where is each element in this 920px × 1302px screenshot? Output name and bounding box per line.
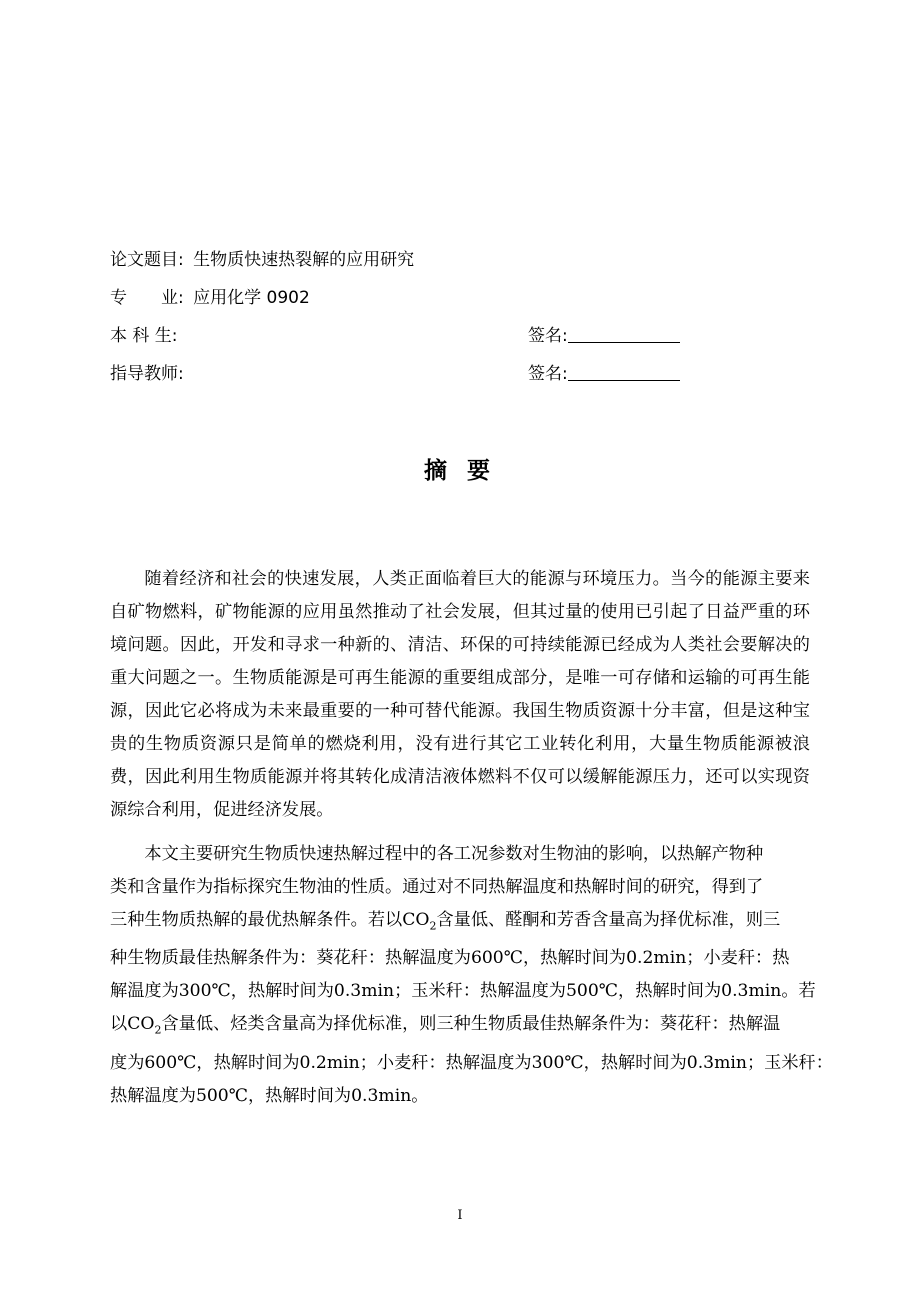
paragraph-2-line: 度为600℃，热解时间为0.2min；小麦秆：热解温度为300℃，热解时间为0.3min；玉米秆： [110, 1052, 833, 1073]
thesis-title-value: 生物质快速热裂解的应用研究 [193, 250, 415, 270]
advisor-signature [528, 358, 680, 390]
advisor-row [110, 358, 810, 396]
paragraph-2-line: 解温度为300℃，热解时间为0.3min；玉米秆：热解温度为500℃，热解时间为0.3min。若 [110, 981, 816, 1002]
thesis-title-row [110, 244, 810, 282]
paragraph-2-text: 含量低、醛酮和芳香含量高为择优标准，则三 [436, 910, 781, 930]
abstract-paragraph-1: 随着经济和社会的快速发展，人类正面临着巨大的能源与环境压力。当今的能源主要来自矿物燃料，矿物能源的应用虽然推动了社会发展，但其过量的使用已引起了日益严重的环境问题。因此，开发和寻求一种新的、清洁、环保的可持续能源已经成为人类社会要解决的重大问题之一。生物质能源是可再生能源的重要组成部分，是唯一可存储和运输的可再生能源，因此它必将成为未来最重要的一种可替代能源。我国生物质资源十分丰富，但是这种宝贵的生物质资源只是简单的燃烧利用，没有进行其它工业转化利用，大量生物质能源被浪费，因此利用生物质能源并将其转化成清洁液体燃料不仅可以缓解能源压力，还可以实现资源综合利用，促进经济发展。 [110, 569, 810, 820]
student-row [110, 320, 810, 358]
student-sign-line [568, 320, 680, 343]
abstract-body [110, 563, 833, 1113]
advisor-label: 指导教师: [110, 364, 184, 384]
student-sign-label: 签名: [528, 326, 568, 346]
advisor-sign-line [568, 358, 680, 381]
paragraph-2-line [110, 904, 810, 942]
thesis-title-label: 论文题目: [110, 250, 184, 270]
co2-text: 以CO [110, 1014, 155, 1035]
co2-subscript: 2 [154, 1023, 162, 1037]
paragraph-2-line: 热解温度为500℃，热解时间为0.3min。 [110, 1085, 429, 1106]
major-value: 应用化学 0902 [193, 288, 310, 308]
paragraph-2-line: 种生物质最佳热解条件为：葵花秆：热解温度为600℃，热解时间为0.2min；小麦秆：热 [110, 948, 790, 969]
paragraph-2-line: 本文主要研究生物质快速热解过程中的各工况参数对生物油的影响，以热解产物种 [144, 844, 764, 864]
abstract-paragraph-2 [110, 838, 833, 1113]
thesis-info [110, 244, 810, 396]
paragraph-2-line: 类和含量作为指标探究生物油的性质。通过对不同热解温度和热解时间的研究，得到了 [110, 877, 764, 897]
student-label: 本 科 生: [110, 326, 178, 346]
student-signature [528, 320, 680, 352]
advisor-sign-label: 签名: [528, 364, 568, 384]
paragraph-2-text: 含量低、烃类含量高为择优标准，则三种生物质最佳热解条件为：葵花秆：热解温 [161, 1014, 781, 1035]
co2-subscript: 2 [429, 919, 437, 933]
paragraph-2-line [110, 1008, 810, 1046]
major-label: 专 业: [110, 288, 184, 308]
co2-text: 三种生物质热解的最优热解条件。若以CO [110, 910, 430, 930]
page-number: I [457, 1208, 463, 1223]
abstract-heading: 摘 要 [423, 458, 496, 484]
major-row [110, 282, 810, 320]
